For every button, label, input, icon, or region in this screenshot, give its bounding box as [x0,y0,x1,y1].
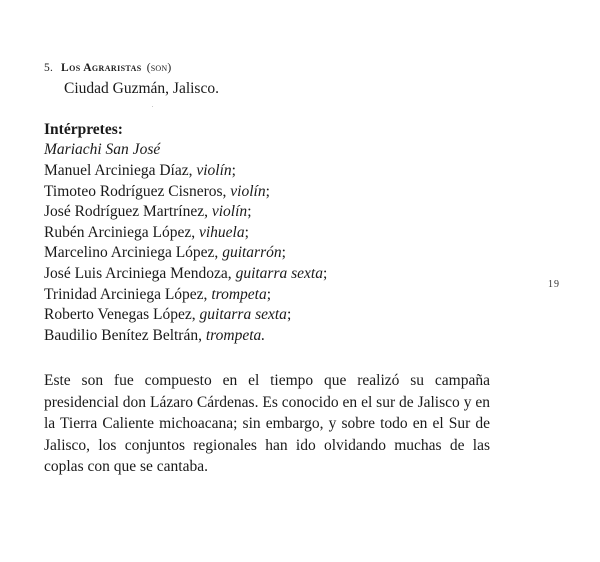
performer-item [44,202,327,223]
performer-item [44,243,327,264]
track-title: Los Agraristas [61,62,142,74]
performer-name: Trinidad Arciniega López, [44,285,212,303]
performer-item [44,264,327,285]
performer-instrument: guitarrón [222,244,282,262]
performer-suffix: ; [231,162,236,179]
performer-suffix: ; [265,182,270,200]
performer-instrument: guitarra sexta [199,306,287,324]
performer-name: Timoteo Rodríguez Cisneros, [44,182,231,200]
performer-name: José Luis Arciniega Mendoza, [44,264,236,282]
track-genre: (son) [146,62,172,74]
track-number: 5. [44,62,54,74]
performer-item [44,326,327,347]
performer-suffix: ; [247,203,252,221]
page-number: 19 [548,279,560,290]
performer-list [44,161,327,346]
performer-instrument: violín [196,162,232,179]
performer-suffix: ; [244,223,249,241]
performer-item [44,285,327,306]
performer-suffix: ; [266,285,272,303]
ensemble-name: Mariachi San José [44,141,161,158]
performer-item [44,223,327,244]
performer-name: Roberto Venegas López, [44,306,200,324]
performer-instrument: trompeta. [205,326,266,344]
track-heading [44,62,171,74]
performer-name: Manuel Arciniega Díaz, [44,162,197,179]
description-paragraph: Este son fue compuesto en el tiempo que realizó su campaña presidencial don Lázaro Cárdenas. Es conocido en el sur de Jalisco y en la Tierra Caliente michoacana; sin embargo, y sobre todo en el Sur de Jalisco, los conjuntos regionales han ido olvidando muchas de las coplas con que se cantaba. [44,372,490,476]
performer-suffix: ; [322,264,328,282]
performer-instrument: vihuela [198,223,245,241]
performer-name: Rubén Arciniega López, [44,223,199,241]
performers-label: Intérpretes: [44,121,123,138]
performer-name: José Rodríguez Martrínez, [44,203,212,221]
performer-name: Marcelino Arciniega López, [44,244,223,262]
performer-item [44,161,327,182]
track-location: Ciudad Guzmán, Jalisco. [64,80,219,97]
performer-name: Baudilio Benítez Beltrán, [44,326,206,344]
performer-instrument: trompeta [211,285,267,303]
performer-instrument: guitarra sexta [235,264,323,282]
performer-item [44,305,327,326]
performer-instrument: violín [230,182,266,200]
performer-instrument: violín [211,203,248,221]
performer-suffix: ; [286,306,292,324]
performer-item [44,182,327,203]
paper-speck [152,106,153,107]
performer-suffix: ; [281,244,286,262]
